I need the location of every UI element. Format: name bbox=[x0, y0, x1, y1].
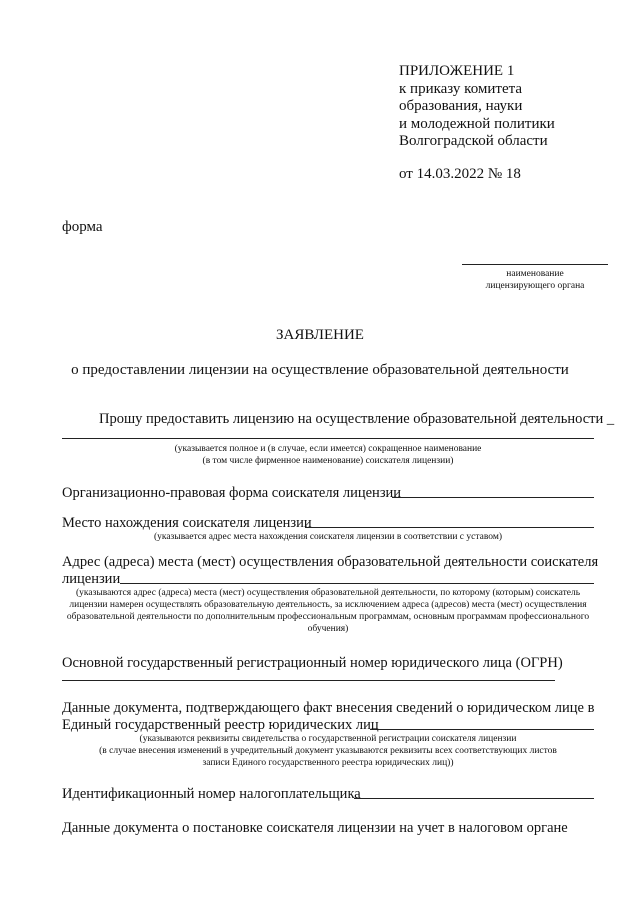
ogrn-blank-line bbox=[62, 680, 555, 681]
location-label: Место нахождения соискателя лицензии bbox=[62, 515, 312, 531]
appendix-line: к приказу комитета bbox=[399, 81, 523, 97]
address-label: Адрес (адреса) места (мест) осуществления образовательной деятельности соискателя bbox=[62, 554, 599, 570]
appendix-line: и молодежной политики bbox=[399, 116, 555, 132]
location-hint: (указывается адрес места нахождения соискателя лицензии в соответствии с уставом) bbox=[153, 532, 503, 542]
authority-caption-line: наименование bbox=[506, 269, 564, 279]
org-form-label: Организационно-правовая форма соискателя лицензии bbox=[62, 485, 402, 501]
inn-label: Идентификационный номер налогоплательщика bbox=[62, 786, 361, 802]
appendix-line: образования, науки bbox=[399, 98, 523, 114]
document-title: ЗАЯВЛЕНИЕ bbox=[276, 327, 364, 343]
request-hint-line: (в том числе фирменное наименование) соискателя лицензии) bbox=[202, 456, 454, 466]
tax-registration-label: Данные документа о постановке соискателя лицензии на учет в налоговом органе bbox=[62, 820, 568, 836]
egrul-hint-line: (в случае внесения изменений в учредительный документ указываются реквизиты всех соответствующих листов bbox=[99, 746, 557, 756]
egrul-hint bbox=[62, 733, 594, 769]
authority-caption bbox=[462, 268, 608, 292]
ogrn-label: Основной государственный регистрационный номер юридического лица (ОГРН) bbox=[62, 655, 563, 671]
egrul-blank-line bbox=[370, 729, 594, 730]
location-blank-line bbox=[305, 527, 594, 528]
authority-caption-line: лицензирующего органа bbox=[485, 281, 585, 291]
egrul-hint-line: (указываются реквизиты свидетельства о государственной регистрации соискателя лицензии bbox=[139, 734, 517, 744]
inn-blank-line bbox=[354, 798, 594, 799]
address-blank-line bbox=[120, 583, 594, 584]
org-form-blank-line bbox=[392, 497, 594, 498]
request-hint-line: (указывается полное и (в случае, если имеется) сокращенное наименование bbox=[174, 444, 482, 454]
address-label-cont: лицензии bbox=[62, 571, 121, 587]
document-subtitle: о предоставлении лицензии на осуществление образовательной деятельности bbox=[71, 362, 569, 378]
egrul-label-cont: Единый государственный реестр юридических лиц bbox=[62, 717, 379, 733]
egrul-hint-line: записи Единого государственного реестра юридических лиц)) bbox=[202, 758, 454, 768]
form-label: форма bbox=[62, 219, 103, 235]
authority-blank-line bbox=[462, 264, 608, 265]
request-blank-line bbox=[62, 438, 594, 439]
request-text: Прошу предоставить лицензию на осуществление образовательной деятельности _ bbox=[99, 411, 615, 427]
order-date: от 14.03.2022 № 18 bbox=[399, 166, 521, 182]
address-hint: (указываются адрес (адреса) места (мест) осуществления образовательной деятельности, по которому (которым) соискатель лицензии намерен осуществлять образовательную деятельность, за исключением адреса (адресов) места (мест) осуществления образовательной деятельности по дополнительным профессиональным программам, основным программам профессионального обучения) bbox=[66, 588, 590, 634]
egrul-label: Данные документа, подтверждающего факт внесения сведений о юридическом лице в bbox=[62, 700, 595, 716]
appendix-line: Волгоградской области bbox=[399, 133, 548, 149]
request-hint bbox=[62, 443, 594, 467]
appendix-title: ПРИЛОЖЕНИЕ 1 bbox=[399, 63, 515, 79]
